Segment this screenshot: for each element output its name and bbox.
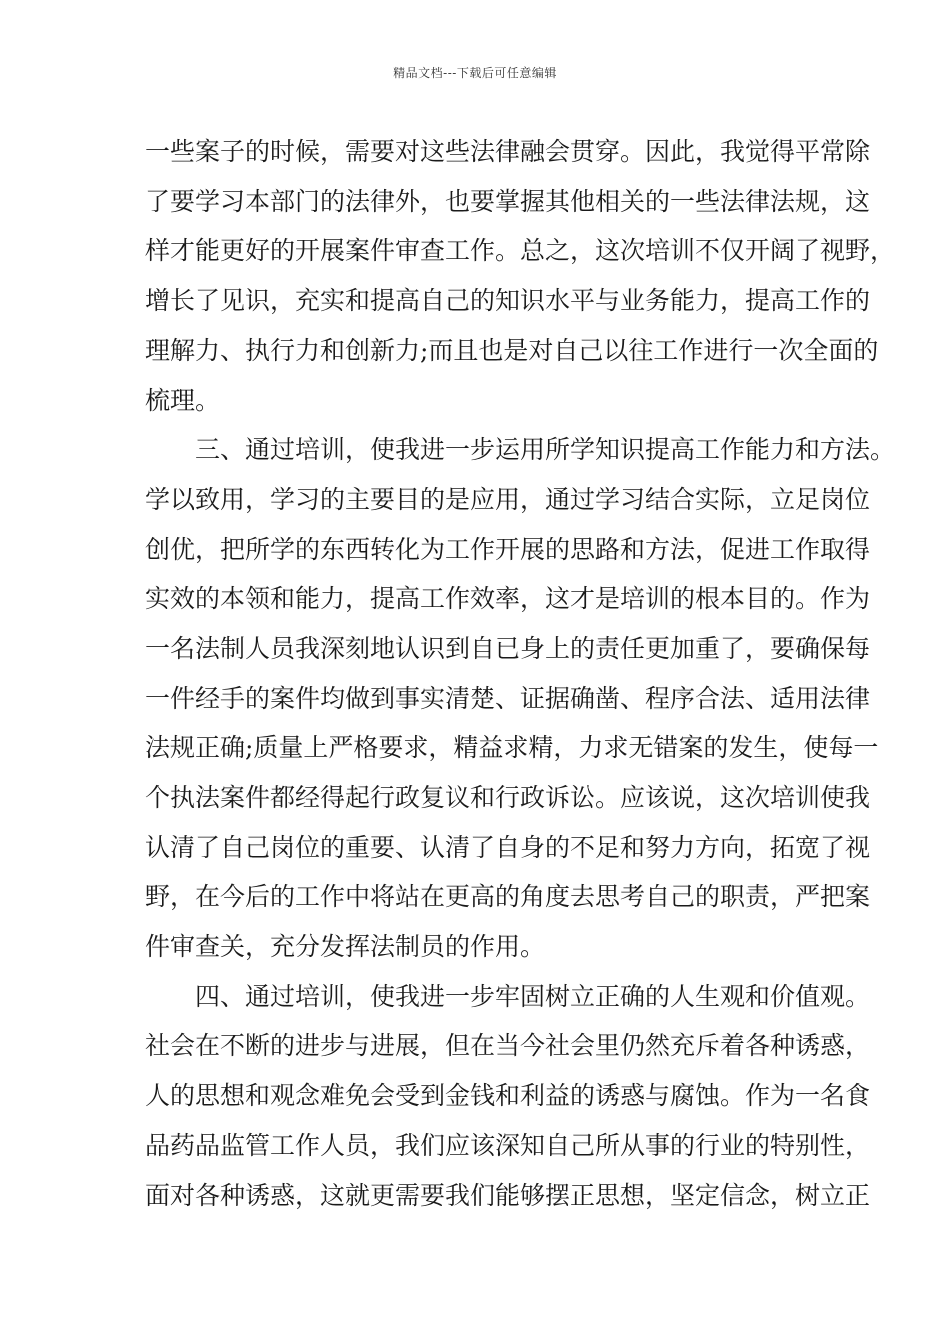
text-line: 品药品监管工作人员，我们应该深知自己所从事的行业的特别性， xyxy=(145,1131,871,1160)
text-line: 创优，把所学的东西转化为工作开展的思路和方法，促进工作取得 xyxy=(145,535,871,564)
text-line: 学以致用，学习的主要目的是应用，通过学习结合实际，立足岗位 xyxy=(145,485,871,514)
text-line: 梳理。 xyxy=(145,386,221,415)
section-heading: 四、通过培训，使我进一步牢固树立正确的人生观和价值观。 xyxy=(145,982,871,1011)
text-line: 实效的本领和能力，提高工作效率，这才是培训的根本目的。作为 xyxy=(145,584,871,613)
text-line: 个执法案件都经得起行政复议和行政诉讼。应该说，这次培训使我 xyxy=(145,783,871,812)
text-line: 认清了自己岗位的重要、认清了自身的不足和努力方向，拓宽了视 xyxy=(145,833,871,862)
text-line: 件审查关，充分发挥法制员的作用。 xyxy=(145,932,546,961)
text-line: 面对各种诱惑，这就更需要我们能够摆正思想，坚定信念，树立正 xyxy=(145,1181,871,1210)
text-line: 样才能更好的开展案件审查工作。总之，这次培训不仅开阔了视野， xyxy=(145,236,896,265)
text-line: 野，在今后的工作中将站在更高的角度去思考自己的职责，严把案 xyxy=(145,882,871,911)
text-line: 社会在不断的进步与进展，但在当今社会里仍然充斥着各种诱惑， xyxy=(145,1031,871,1060)
text-line: 一件经手的案件均做到事实清楚、证据确凿、程序合法、适用法律 xyxy=(145,684,871,713)
text-line: 法规正确;质量上严格要求，精益求精，力求无错案的发生，使每一 xyxy=(145,733,879,762)
text-line: 一名法制人员我深刻地认识到自已身上的责任更加重了，要确保每 xyxy=(145,634,871,663)
text-line: 人的思想和观念难免会受到金钱和利益的诱惑与腐蚀。作为一名食 xyxy=(145,1081,871,1110)
text-line: 理解力、执行力和创新力;而且也是对自己以往工作进行一次全面的 xyxy=(145,336,879,365)
page-header: 精品文档---下载后可任意编辑 xyxy=(393,66,557,80)
text-line: 了要学习本部门的法律外，也要掌握其他相关的一些法律法规，这 xyxy=(145,187,871,216)
text-line: 一些案子的时候，需要对这些法律融会贯穿。因此，我觉得平常除 xyxy=(145,137,871,166)
section-heading: 三、通过培训，使我进一步运用所学知识提高工作能力和方法。 xyxy=(145,435,896,464)
text-line: 增长了见识，充实和提高自己的知识水平与业务能力，提高工作的 xyxy=(145,286,871,315)
